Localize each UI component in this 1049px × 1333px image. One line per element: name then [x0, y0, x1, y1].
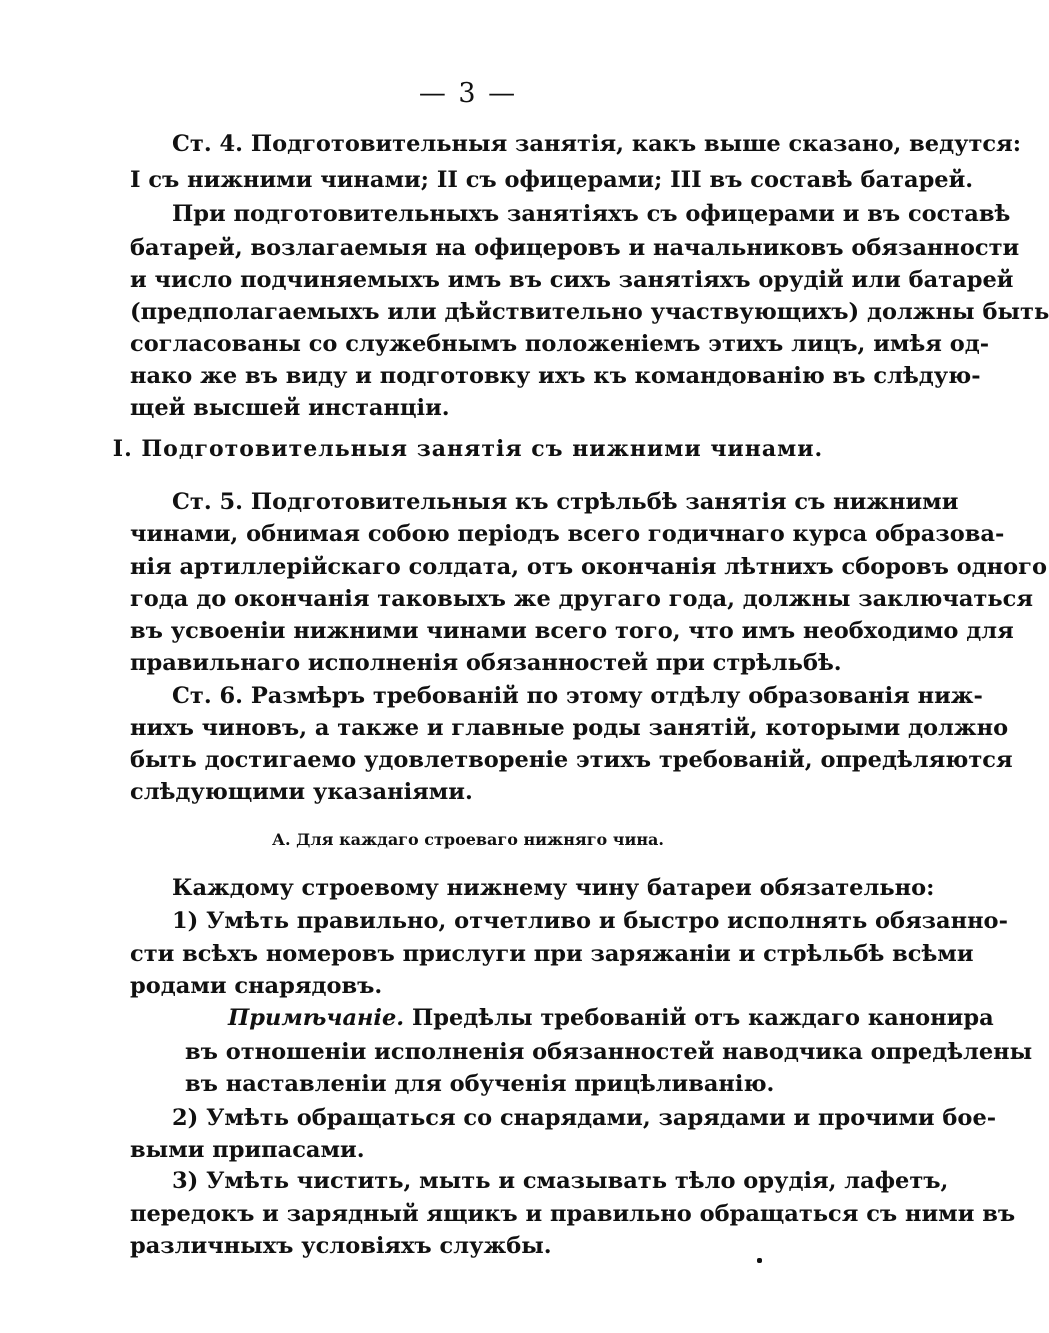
- item3-line-3: различныхъ условіяхъ службы.: [130, 1233, 552, 1259]
- art5-line-4: года до окончанія таковыхъ же другаго года, должны заключаться: [130, 586, 1033, 612]
- officers-line-4: (предполагаемыхъ или дѣйствительно участвующихъ) должны быть: [130, 299, 1049, 325]
- officers-line-7: щей высшей инстанціи.: [130, 395, 450, 421]
- art6-line-3: быть достигаемо удовлетвореніе этихъ требованій, опредѣляются: [130, 747, 1013, 773]
- intro-line: Каждому строевому нижнему чину батареи обязательно:: [172, 875, 935, 901]
- item3-line-1: 3) Умѣть чистить, мыть и смазывать тѣло орудія, лафетъ,: [172, 1168, 949, 1194]
- page-number: — 3 —: [418, 78, 518, 109]
- item1-line-1: 1) Умѣть правильно, отчетливо и быстро исполнять обязанно-: [172, 908, 1008, 934]
- art4-line-1: Ст. 4. Подготовительныя занятія, какъ выше сказано, ведутся:: [172, 131, 1022, 157]
- note-line-1: [228, 1002, 994, 1034]
- art5-line-5: въ усвоеніи нижними чинами всего того, что имъ необходимо для: [130, 618, 1014, 644]
- section-1-heading: I. Подготовительныя занятія съ нижними чинами.: [112, 436, 824, 462]
- item2-line-1: 2) Умѣть обращаться со снарядами, зарядами и прочими бое-: [172, 1105, 997, 1131]
- art6-line-4: слѣдующими указаніями.: [130, 779, 473, 805]
- officers-line-1: При подготовительныхъ занятіяхъ съ офицерами и въ составѣ: [172, 201, 1011, 227]
- note-label: Примѣчаніе.: [228, 1005, 405, 1031]
- art5-line-1: Ст. 5. Подготовительныя къ стрѣльбѣ занятія съ нижними: [172, 489, 959, 515]
- item1-line-2: сти всѣхъ номеровъ прислуги при заряжаніи и стрѣльбѣ всѣми: [130, 941, 974, 967]
- note-first-line-text: Предѣлы требованій отъ каждаго канонира: [411, 1005, 994, 1031]
- art5-line-6: правильнаго исполненія обязанностей при стрѣльбѣ.: [130, 650, 842, 676]
- print-speck: [757, 1258, 762, 1263]
- art6-line-1: Ст. 6. Размѣръ требованій по этому отдѣлу образованія ниж-: [172, 683, 983, 709]
- officers-line-2: батарей, возлагаемыя на офицеровъ и начальниковъ обязанности: [130, 235, 1020, 261]
- item2-line-2: выми припасами.: [130, 1137, 365, 1163]
- art6-line-2: нихъ чиновъ, а также и главные роды занятій, которыми должно: [130, 715, 1009, 741]
- item1-line-3: родами снарядовъ.: [130, 973, 383, 999]
- note-line-3: въ наставленіи для обученія прицѣливанію.: [185, 1071, 775, 1097]
- officers-line-5: согласованы со служебнымъ положеніемъ этихъ лицъ, имѣя од-: [130, 331, 990, 357]
- art4-line-2: I съ нижними чинами; II съ офицерами; III въ составѣ батарей.: [130, 167, 974, 193]
- subsection-a-heading: А. Для каждаго строеваго нижняго чина.: [272, 830, 664, 849]
- note-line-2: въ отношеніи исполненія обязанностей наводчика опредѣлены: [185, 1039, 1033, 1065]
- art5-line-2: чинами, обнимая собою періодъ всего годичнаго курса образова-: [130, 521, 1005, 547]
- officers-line-6: нако же въ виду и подготовку ихъ къ командованію въ слѣдую-: [130, 363, 981, 389]
- officers-line-3: и число подчиняемыхъ имъ въ сихъ занятіяхъ орудій или батарей: [130, 267, 1014, 293]
- art5-line-3: нія артиллерійскаго солдата, отъ окончанія лѣтнихъ сборовъ одного: [130, 554, 1047, 580]
- item3-line-2: передокъ и зарядный ящикъ и правильно обращаться съ ними въ: [130, 1201, 1016, 1227]
